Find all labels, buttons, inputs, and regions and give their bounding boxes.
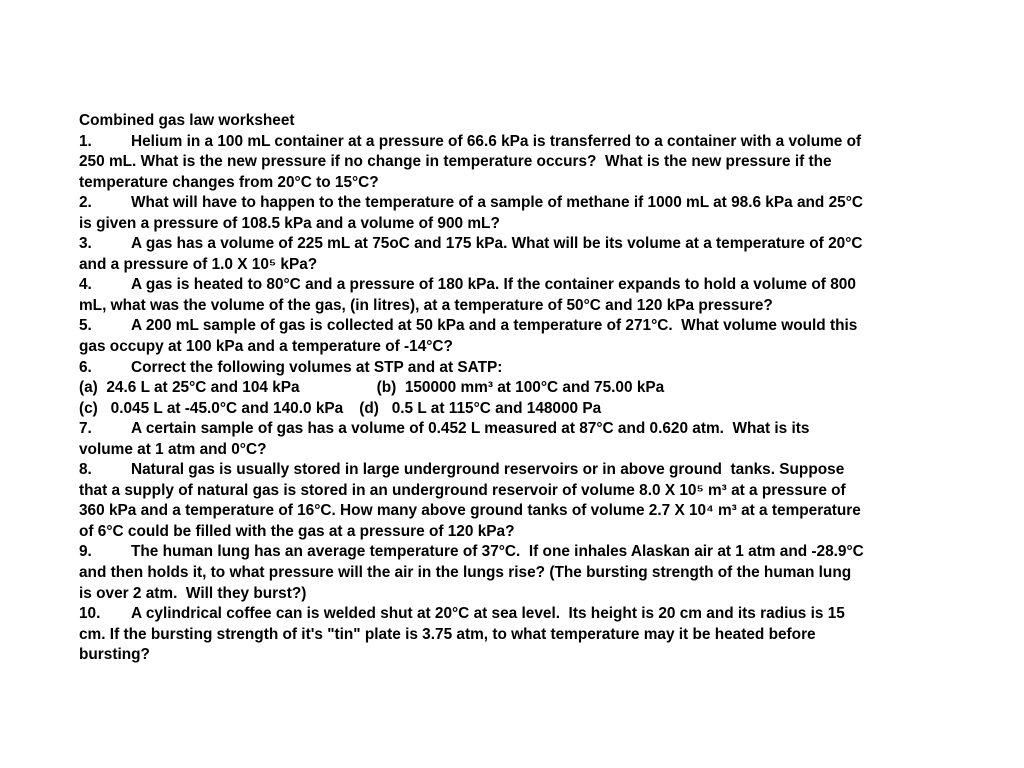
- part-d: (d) 0.5 L at 115°C and 148000 Pa: [359, 399, 602, 417]
- question-10-line-1: 10. A cylindrical coffee can is welded shut at 20°C at sea level. Its height is 20 cm and its radius is 15: [79, 604, 949, 625]
- question-1-line-3: temperature changes from 20°C to 15°C?: [79, 173, 379, 191]
- question-6-parts-row-1: [79, 378, 949, 399]
- question-2-line-1: 2. What will have to happen to the temperature of a sample of methane if 1000 mL at 98.6 kPa and 25°C: [79, 193, 949, 214]
- part-b: (b) 150000 mm³ at 100°C and 75.00 kPa: [376, 379, 665, 397]
- question-8-line-1: 8. Natural gas is usually stored in large underground reservoirs or in above ground tanks. Suppose: [79, 460, 949, 481]
- question-8-line-4: of 6°C could be filled with the gas at a pressure of 120 kPa?: [79, 522, 515, 540]
- question-number: 9.: [79, 543, 92, 561]
- question-number: 3.: [79, 235, 92, 253]
- question-9-line-2: and then holds it, to what pressure will the air in the lungs rise? (The bursting strength of the human lung: [79, 564, 852, 582]
- question-number: 6.: [79, 358, 92, 376]
- question-number: 8.: [79, 461, 92, 479]
- question-number: 4.: [79, 276, 92, 294]
- question-8-line-2: that a supply of natural gas is stored in an underground reservoir of volume 8.0 X 10⁵ m³ at a pressure of: [79, 481, 846, 499]
- worksheet: [79, 111, 949, 666]
- question-5-line-2: gas occupy at 100 kPa and a temperature of -14°C?: [79, 338, 453, 356]
- question-7-line-1: 7. A certain sample of gas has a volume of 0.452 L measured at 87°C and 0.620 atm. What is its: [79, 419, 949, 440]
- question-10-line-2: cm. If the bursting strength of it's "tin" plate is 3.75 atm, to what temperature may it be heated before: [79, 625, 816, 643]
- question-number: 1.: [79, 132, 92, 150]
- question-9-line-1: 9. The human lung has an average temperature of 37°C. If one inhales Alaskan air at 1 atm and -28.9°C: [79, 542, 949, 563]
- question-number: 10.: [79, 605, 101, 623]
- question-9-line-3: is over 2 atm. Will they burst?): [79, 584, 307, 602]
- question-5-line-1: 5. A 200 mL sample of gas is collected at 50 kPa and a temperature of 271°C. What volume would this: [79, 316, 949, 337]
- question-8-line-3: 360 kPa and a temperature of 16°C. How many above ground tanks of volume 2.7 X 10⁴ m³ at a temperature: [79, 502, 861, 520]
- part-c: (c) 0.045 L at -45.0°C and 140.0 kPa: [79, 399, 344, 417]
- question-4-line-2: mL, what was the volume of the gas, (in litres), at a temperature of 50°C and 120 kPa pressure?: [79, 296, 773, 314]
- question-6-line-1: 6. Correct the following volumes at STP and at SATP:: [79, 358, 949, 379]
- worksheet-title: Combined gas law worksheet: [79, 112, 295, 129]
- question-6-parts-row-2: [79, 399, 949, 420]
- question-4-line-1: 4. A gas is heated to 80°C and a pressure of 180 kPa. If the container expands to hold a volume of 800: [79, 275, 949, 296]
- question-2-line-2: is given a pressure of 108.5 kPa and a volume of 900 mL?: [79, 214, 500, 232]
- question-3-line-1: 3. A gas has a volume of 225 mL at 75oC and 175 kPa. What will be its volume at a temperature of 20°C: [79, 234, 949, 255]
- question-1-line-1: 1. Helium in a 100 mL container at a pressure of 66.6 kPa is transferred to a container with a volume of: [79, 132, 949, 153]
- question-3-line-2: and a pressure of 1.0 X 10⁵ kPa?: [79, 255, 318, 273]
- question-1-line-2: 250 mL. What is the new pressure if no change in temperature occurs? What is the new pressure if the: [79, 153, 832, 171]
- question-number: 7.: [79, 420, 92, 438]
- question-number: 2.: [79, 194, 92, 212]
- question-7-line-2: volume at 1 atm and 0°C?: [79, 440, 267, 458]
- part-a: (a) 24.6 L at 25°C and 104 kPa: [79, 379, 300, 397]
- question-10-line-3: bursting?: [79, 646, 150, 664]
- question-number: 5.: [79, 317, 92, 335]
